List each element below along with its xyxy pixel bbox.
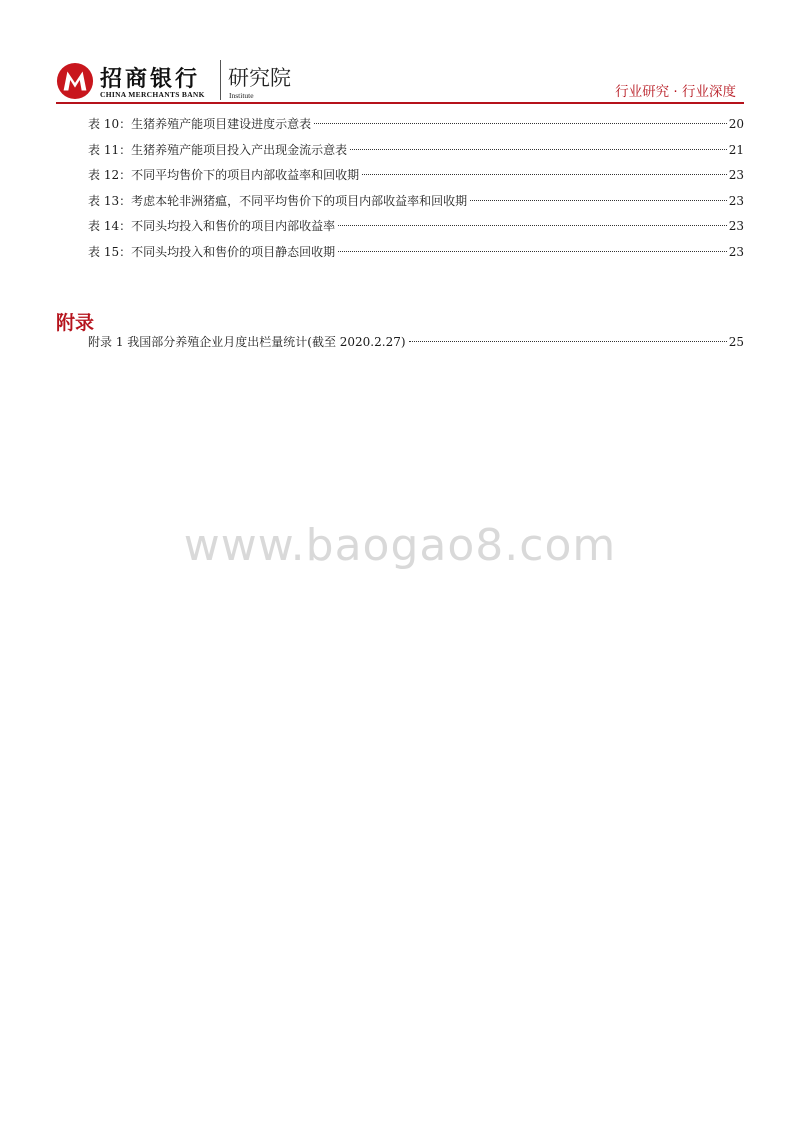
toc-leader-dots	[362, 174, 727, 175]
brand-name-cn: 招商银行	[100, 67, 201, 92]
brand-name-en: CHINA MERCHANTS BANK	[100, 90, 205, 99]
toc-entry[interactable]	[56, 332, 744, 358]
logo-divider	[220, 60, 221, 100]
toc-entry[interactable]	[56, 216, 744, 242]
toc-entry-page: 23	[728, 244, 744, 259]
toc-entry[interactable]	[56, 114, 744, 140]
toc-entry-label: 表 14：不同头均投入和售价的项目内部收益率	[88, 219, 336, 233]
toc-entry-page: 23	[728, 219, 744, 233]
header-divider	[56, 102, 744, 104]
toc-entry-label: 表 15：不同头均投入和售价的项目静态回收期	[88, 244, 336, 259]
toc-entry-page: 20	[728, 117, 744, 131]
table-of-contents-appendix	[56, 332, 744, 358]
cmb-logo-icon	[56, 62, 94, 100]
toc-entry-label: 表 13：考虑本轮非洲猪瘟，不同平均售价下的项目内部收益率和回收期	[88, 193, 468, 208]
toc-entry[interactable]	[56, 140, 744, 166]
toc-entry-page: 25	[728, 335, 744, 349]
toc-entry[interactable]	[56, 242, 744, 268]
toc-leader-dots	[350, 149, 727, 150]
toc-entry-label: 表 12：不同平均售价下的项目内部收益率和回收期	[88, 168, 360, 182]
toc-leader-dots	[338, 251, 727, 252]
appendix-section-title: 附录	[56, 311, 95, 334]
report-category-tag: 行业研究 · 行业深度	[615, 84, 736, 100]
institute-name-cn: 研究院	[228, 66, 291, 90]
toc-entry-label: 表 10：生猪养殖产能项目建设进度示意表	[88, 117, 312, 131]
toc-entry[interactable]	[56, 191, 744, 217]
toc-leader-dots	[338, 225, 727, 226]
table-of-contents-tables	[56, 114, 744, 267]
toc-entry-page: 23	[728, 168, 744, 182]
toc-entry-label: 附录 1 我国部分养殖企业月度出栏量统计(截至 2020.2.27)	[88, 335, 406, 349]
toc-leader-dots	[314, 123, 727, 124]
institute-name-en: Institute	[229, 91, 254, 100]
report-header	[56, 56, 744, 104]
toc-entry-page: 21	[728, 142, 744, 157]
watermark-text: www.baogao8.com	[183, 520, 617, 571]
toc-entry-label: 表 11：生猪养殖产能项目投入产出现金流示意表	[88, 142, 348, 157]
toc-entry-page: 23	[728, 193, 744, 208]
toc-leader-dots	[409, 341, 727, 342]
toc-entry[interactable]	[56, 165, 744, 191]
toc-leader-dots	[470, 200, 727, 201]
